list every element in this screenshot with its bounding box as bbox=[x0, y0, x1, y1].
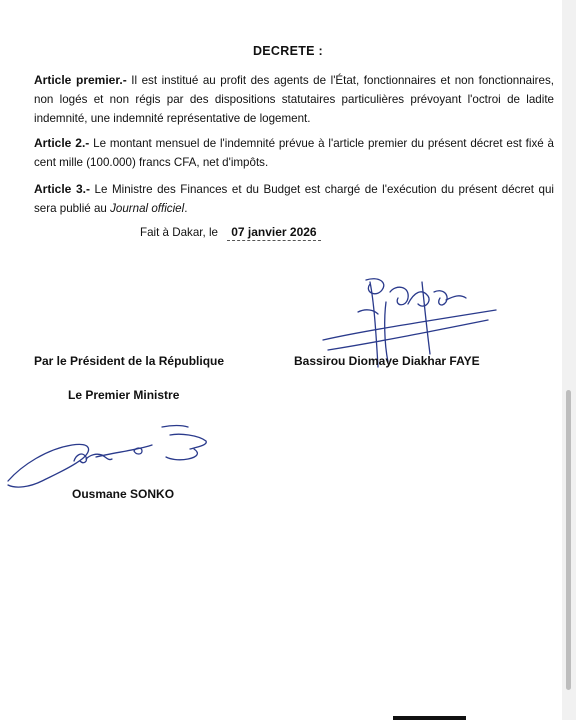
scrollbar-thumb[interactable] bbox=[566, 390, 571, 690]
article-2-text: Le montant mensuel de l'indemnité prévue à l'article premier du présent décret est fixé à cent mille (100.000) francs CFA, net d'impôts. bbox=[34, 137, 554, 169]
article-premier bbox=[34, 71, 554, 128]
article-3-end: . bbox=[184, 202, 188, 215]
place-prefix: Fait à Dakar, le bbox=[140, 226, 218, 239]
article-2-label: Article 2.- bbox=[34, 136, 90, 150]
prime-minister-label: Le Premier Ministre bbox=[68, 388, 180, 402]
article-premier-label: Article premier.- bbox=[34, 73, 127, 87]
president-name: Bassirou Diomaye Diakhar FAYE bbox=[294, 354, 480, 368]
article-3 bbox=[34, 180, 554, 218]
journal-officiel-italic: Journal officiel bbox=[110, 202, 185, 215]
decree-date: 07 janvier 2026 bbox=[227, 225, 320, 241]
article-3-text: Le Ministre des Finances et du Budget est chargé de l'exécution du présent décret qui sera publié au bbox=[34, 183, 554, 215]
home-indicator-bar bbox=[393, 716, 466, 720]
article-3-label: Article 3.- bbox=[34, 182, 90, 196]
president-label: Par le Président de la République bbox=[34, 354, 225, 368]
decree-heading: DECRETE : bbox=[252, 44, 324, 58]
prime-minister-name: Ousmane SONKO bbox=[72, 487, 175, 501]
article-premier-text: Il est institué au profit des agents de l'État, fonctionnaires et non fonctionnaires, non logés et non régis par des dispositions statutaires particulières prévoyant l'octroi de ladite indemnité, une indemnité représentative de logement. bbox=[34, 74, 555, 125]
article-2 bbox=[34, 134, 554, 172]
prime-minister-signature bbox=[2, 415, 217, 495]
place-date-line bbox=[140, 225, 321, 241]
